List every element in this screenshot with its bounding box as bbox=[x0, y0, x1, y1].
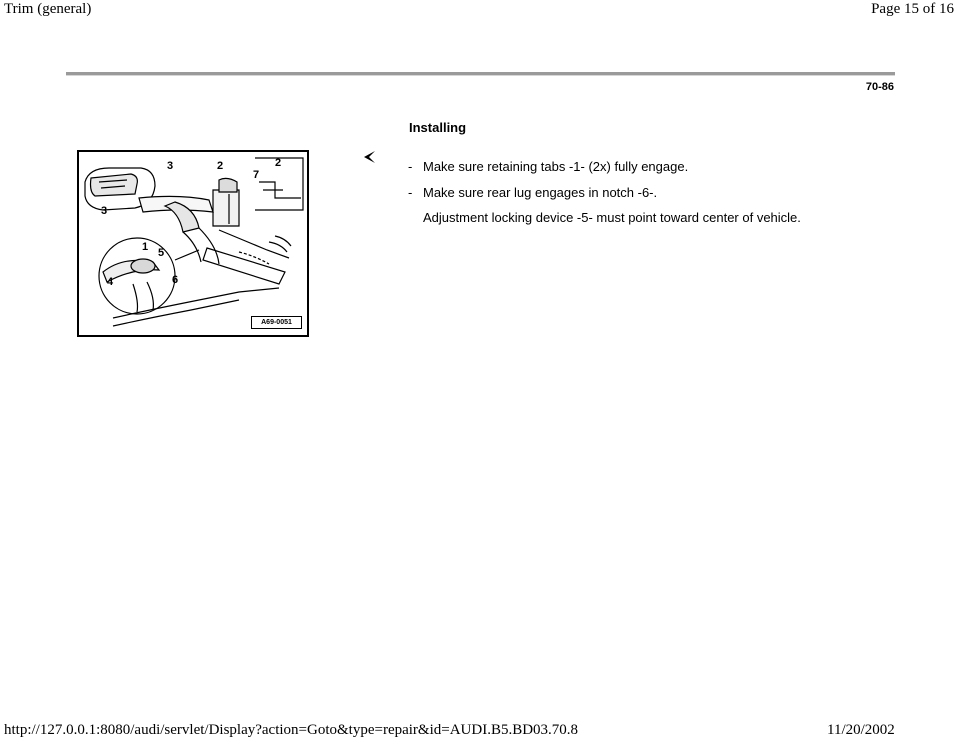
header-rule bbox=[66, 72, 895, 76]
list-item-text: Make sure rear lug engages in notch -6-. bbox=[423, 185, 658, 200]
callout-5: 5 bbox=[158, 247, 165, 259]
callout-3-left: 3 bbox=[101, 205, 108, 217]
callout-7: 7 bbox=[253, 169, 260, 181]
note-text: Adjustment locking device -5- must point toward center of vehicle. bbox=[423, 210, 801, 225]
page-code: 70-86 bbox=[865, 81, 894, 93]
list-item-text: Make sure retaining tabs -1- (2x) fully engage. bbox=[423, 159, 689, 174]
installation-figure bbox=[77, 150, 309, 337]
figure-pointer-icon bbox=[362, 150, 376, 164]
list-bullet: - bbox=[408, 185, 413, 200]
page-indicator: Page 15 of 16 bbox=[871, 1, 954, 17]
callout-6: 6 bbox=[172, 274, 179, 286]
document-title: Trim (general) bbox=[4, 1, 92, 17]
section-title: Installing bbox=[409, 120, 467, 135]
footer-url: http://127.0.0.1:8080/audi/servlet/Display?action=Goto&type=repair&id=AUDI.B5.BD03.70.8 bbox=[4, 722, 579, 738]
callout-4: 4 bbox=[107, 276, 114, 288]
callout-3-top: 3 bbox=[167, 160, 174, 172]
callout-2-right: 2 bbox=[275, 157, 282, 169]
callout-1: 1 bbox=[142, 241, 149, 253]
figure-code: A69-0051 bbox=[251, 316, 302, 329]
list-bullet: - bbox=[408, 159, 413, 174]
installation-illustration bbox=[79, 152, 307, 335]
callout-2-top: 2 bbox=[217, 160, 224, 172]
footer-date: 11/20/2002 bbox=[827, 722, 895, 738]
